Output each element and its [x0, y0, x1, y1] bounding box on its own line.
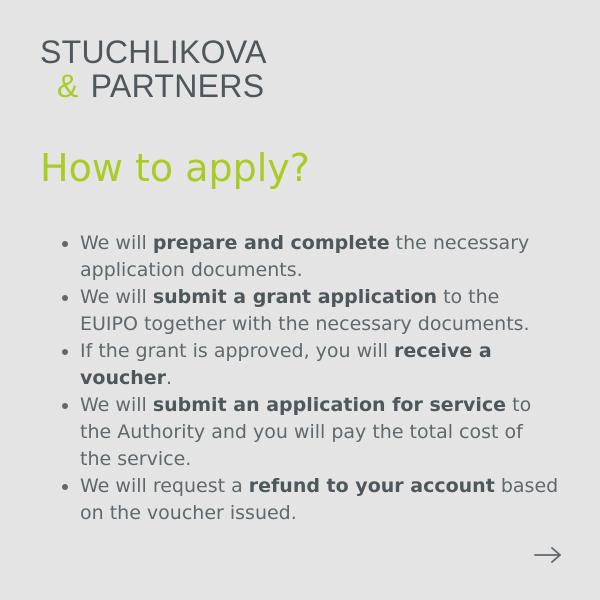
- step-highlight: submit an application for service: [152, 394, 507, 416]
- step-item: [60, 338, 560, 392]
- step-text: We will: [80, 394, 153, 416]
- step-text: We will: [80, 232, 153, 254]
- step-item: [60, 284, 560, 338]
- step-highlight: prepare and complete: [152, 232, 390, 254]
- logo-partners-line: [40, 70, 267, 102]
- step-text: .: [166, 367, 173, 389]
- bullet-icon: [62, 403, 68, 409]
- step-text: If the grant is approved, you will: [80, 340, 395, 362]
- page-title: How to apply?: [40, 146, 310, 190]
- logo-ampersand: &: [57, 68, 79, 104]
- bullet-icon: [62, 349, 68, 355]
- step-highlight: receive a voucher: [80, 340, 492, 389]
- bullet-icon: [62, 484, 68, 490]
- logo-name-line: STUCHLIKOVA: [40, 34, 267, 70]
- step-highlight: refund to your account: [248, 475, 495, 497]
- step-text: to the Authority and you will pay the total cost of the service.: [80, 394, 532, 470]
- step-item: [60, 473, 560, 527]
- step-text: the necessary application documents.: [80, 232, 530, 281]
- step-item: [60, 230, 560, 284]
- step-text: We will request a: [80, 475, 249, 497]
- bullet-icon: [62, 295, 68, 301]
- step-text: to the EUIPO together with the necessary documents.: [80, 286, 530, 335]
- logo-partners-text: PARTNERS: [90, 68, 265, 104]
- bullet-icon: [62, 241, 68, 247]
- step-item: [60, 392, 560, 473]
- step-text: We will: [80, 286, 153, 308]
- company-logo: [40, 36, 267, 102]
- step-highlight: submit a grant application: [152, 286, 438, 308]
- arrow-right-icon[interactable]: [534, 546, 562, 564]
- steps-list: [60, 230, 560, 527]
- step-text: based on the voucher issued.: [80, 475, 559, 524]
